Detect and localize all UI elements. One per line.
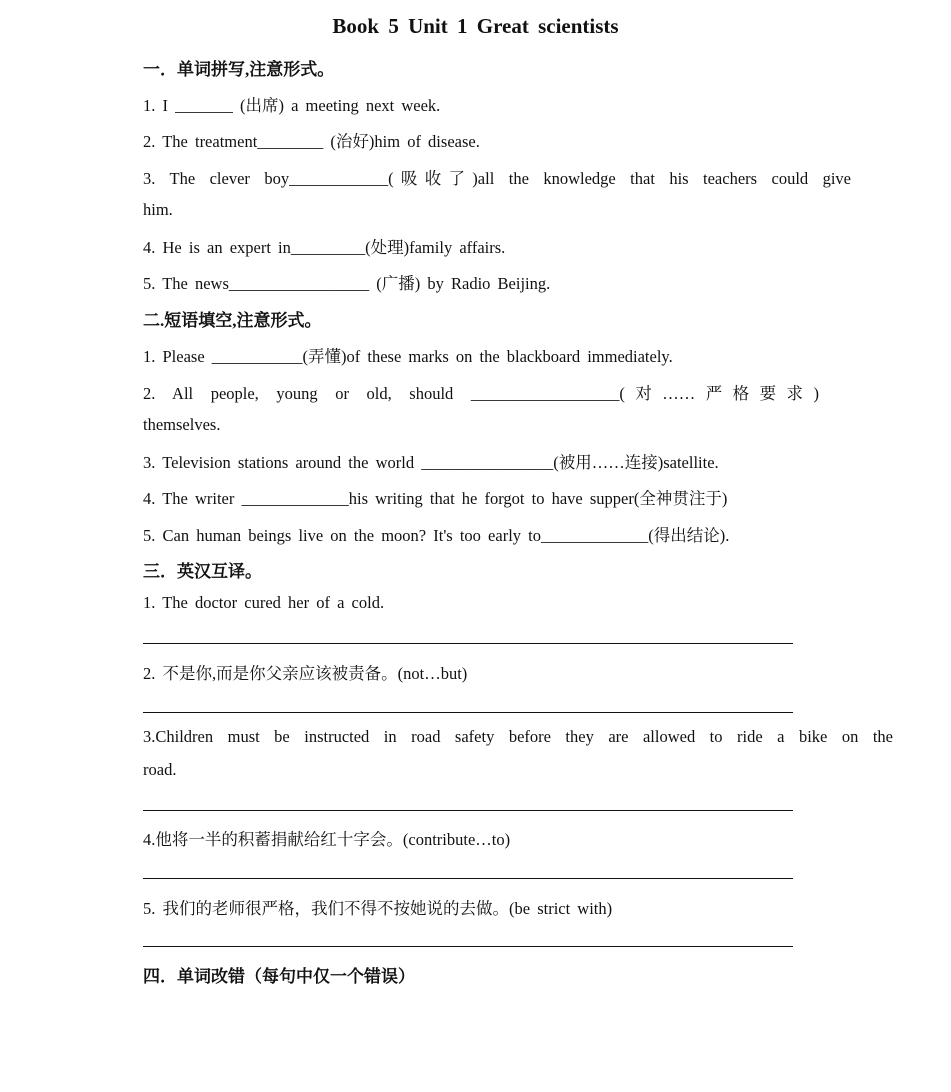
section-heading-phrases: 二.短语填空,注意形式。 <box>143 311 322 330</box>
spelling-item-5: 5. The news_________________ (广播) by Radio Beijing. <box>143 274 551 293</box>
answer-line-1[interactable] <box>143 643 793 644</box>
phrase-item-1: 1. Please ___________(弄懂)of these marks on the blackboard immediately. <box>143 347 673 366</box>
spelling-item-2: 2. The treatment________ (治好)him of disease. <box>143 132 480 151</box>
answer-line-3[interactable] <box>143 810 793 811</box>
translation-item-3-continued: road. <box>143 760 177 779</box>
spelling-item-3: 3. The clever boy____________(吸收了)all the knowledge that his teachers could give <box>143 169 851 188</box>
translation-item-3: 3.Children must be instructed in road safety before they are allowed to ride a bike on the <box>143 727 893 746</box>
phrase-item-4: 4. The writer _____________his writing that he forgot to have supper(全神贯注于) <box>143 489 728 508</box>
answer-line-2[interactable] <box>143 712 793 713</box>
page-title: Book 5 Unit 1 Great scientists <box>332 14 619 38</box>
translation-item-1: 1. The doctor cured her of a cold. <box>143 593 385 612</box>
phrase-item-2: 2. All people, young or old, should __________________(对……严格要求) <box>143 384 819 403</box>
spelling-item-1: 1. I _______ (出席) a meeting next week. <box>143 96 441 115</box>
phrase-item-5: 5. Can human beings live on the moon? It's too early to_____________(得出结论). <box>143 526 730 545</box>
translation-item-4: 4.他将一半的积蓄捐献给红十字会。(contribute…to) <box>143 830 511 849</box>
answer-line-4[interactable] <box>143 878 793 879</box>
phrase-item-2-continued: themselves. <box>143 415 221 434</box>
section-heading-translation: 三．英汉互译。 <box>143 562 262 581</box>
phrase-item-3: 3. Television stations around the world ________________(被用……连接)satellite. <box>143 453 719 472</box>
translation-item-5: 5. 我们的老师很严格，我们不得不按她说的去做。(be strict with) <box>143 899 613 918</box>
section-heading-error-correction: 四．单词改错（每句中仅一个错误） <box>143 967 415 986</box>
answer-line-5[interactable] <box>143 946 793 947</box>
section-heading-spelling: 一．单词拼写,注意形式。 <box>143 60 335 79</box>
spelling-item-3-continued: him. <box>143 200 173 219</box>
translation-item-2: 2. 不是你,而是你父亲应该被责备。(not…but) <box>143 664 468 683</box>
spelling-item-4: 4. He is an expert in_________(处理)family affairs. <box>143 238 506 257</box>
